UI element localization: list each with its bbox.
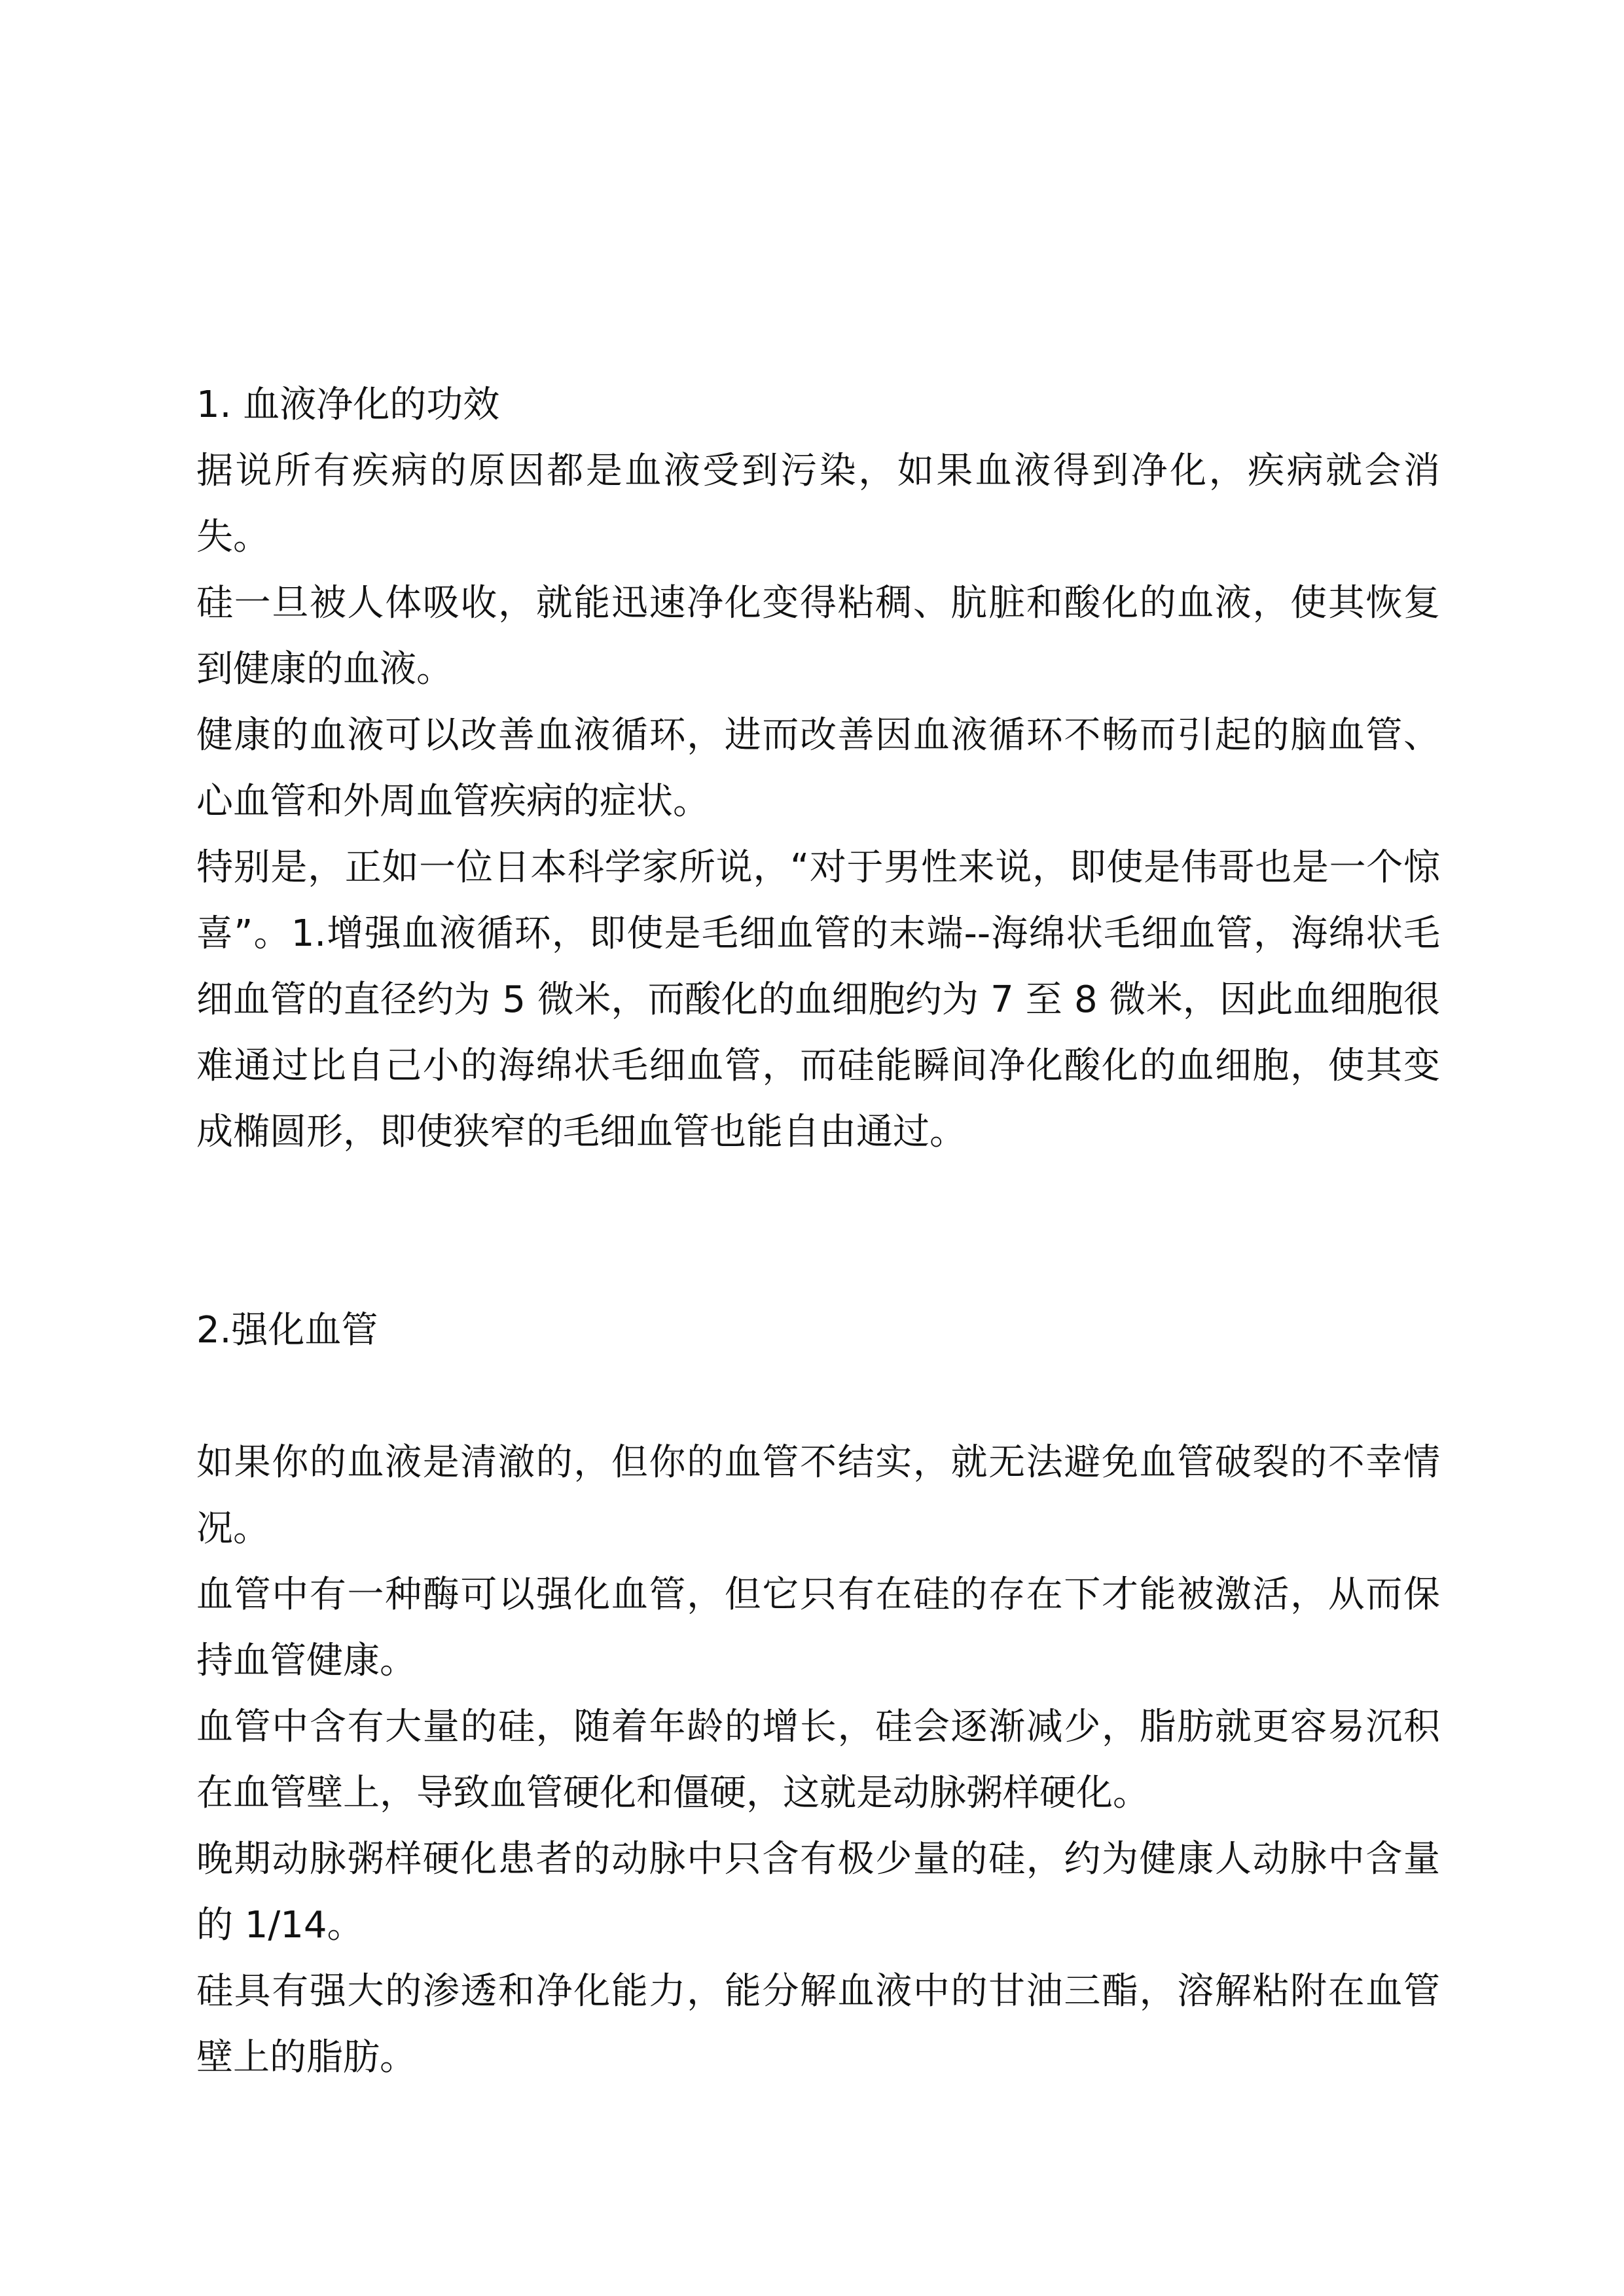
section-spacer — [196, 1165, 1440, 1297]
paragraph: 健康的血液可以改善血液循环，进而改善因血液循环不畅而引起的脑血管、心血管和外周血管疾病的症状。 — [196, 714, 1440, 823]
paragraph: 硅具有强大的渗透和净化能力，能分解血液中的甘油三酯，溶解粘附在血管壁上的脂肪。 — [196, 1970, 1440, 2079]
heading-spacer — [196, 1363, 1440, 1429]
paragraph: 晚期动脉粥样硬化患者的动脉中只含有极少量的硅，约为健康人动脉中含量的 1/14。 — [196, 1838, 1440, 1946]
document-body — [196, 372, 1440, 2090]
section-heading-strengthen-vessels: 2.强化血管 — [196, 1309, 378, 1352]
paragraph: 血管中有一种酶可以强化血管，但它只有在硅的存在下才能被激活，从而保持血管健康。 — [196, 1573, 1440, 1682]
paragraph: 如果你的血液是清澈的，但你的血管不结实，就无法避免血管破裂的不幸情况。 — [196, 1441, 1440, 1550]
paragraph: 据说所有疾病的原因都是血液受到污染，如果血液得到净化，疾病就会消失。 — [196, 450, 1440, 558]
section-heading-blood-purification: 1. 血液净化的功效 — [196, 384, 500, 426]
paragraph: 血管中含有大量的硅，随着年龄的增长，硅会逐渐减少，脂肪就更容易沉积在血管壁上，导致血管硬化和僵硬，这就是动脉粥样硬化。 — [196, 1706, 1440, 1814]
paragraph: 硅一旦被人体吸收，就能迅速净化变得粘稠、肮脏和酸化的血液，使其恢复到健康的血液。 — [196, 582, 1440, 691]
paragraph: 特别是，正如一位日本科学家所说，“对于男性来说，即使是伟哥也是一个惊喜”。1.增强血液循环，即使是毛细血管的末端--海绵状毛细血管，海绵状毛细血管的直径约为 5 微米，而酸化的血细胞约为 7 至 8 微米，因此血细胞很难通过比自己小的海绵状毛细血管，而硅能瞬间净化酸化的血细胞，使其变成椭圆形，即使狭窄的毛细血管也能自由通过。 — [196, 846, 1440, 1153]
